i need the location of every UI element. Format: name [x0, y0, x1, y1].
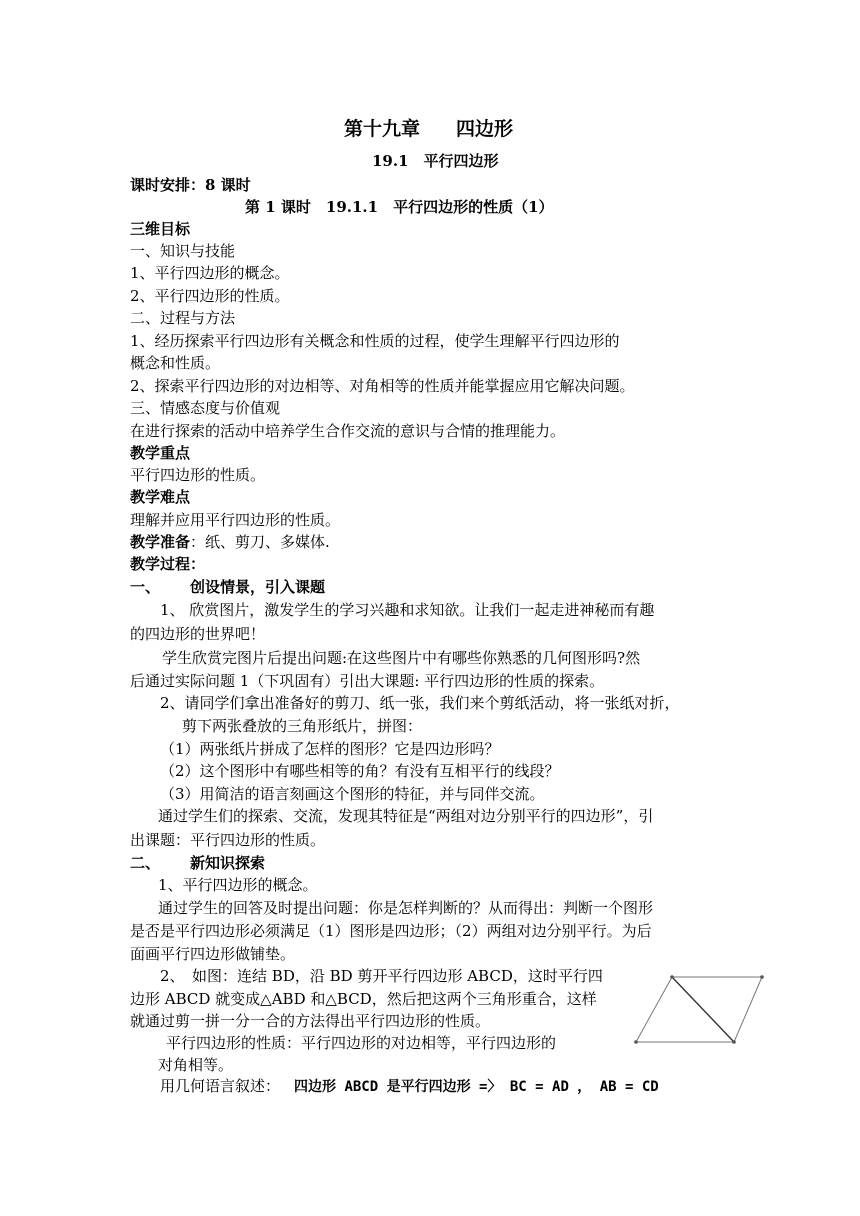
s1-paragraph-1b: 的四边形的世界吧！ — [130, 625, 266, 643]
section-title: 19.1 平行四边形 — [372, 152, 499, 170]
diagonal-bd — [672, 977, 734, 1042]
question-2: （2）这个图形中有哪些相等的角？有没有互相平行的线段？ — [160, 762, 560, 780]
focus-heading: 教学重点 — [130, 444, 191, 462]
question-1: （1）两张纸片拼成了怎样的图形？它是四边形吗？ — [160, 740, 500, 758]
geometric-statement: 四边形 ABCD 是平行四边形 =〉 BC = AD ， AB = CD — [294, 1079, 659, 1095]
vertex-point — [634, 1040, 638, 1044]
goals-heading: 三维目标 — [130, 220, 191, 238]
s2-paragraph-5 — [160, 1076, 659, 1097]
question-3: （3）用简洁的语言刻画这个图形的特征，并与同伴交流。 — [160, 785, 545, 803]
s1-paragraph-1a: 1、 欣赏图片，激发学生的学习兴趣和求知欲。让我们一起走进神秘而有趣 — [160, 601, 655, 619]
attitude-text: 在进行探索的活动中培养学生合作交流的意识与合情的推理能力。 — [130, 422, 566, 440]
process-item-1b: 概念和性质。 — [130, 354, 221, 372]
s2-paragraph-2c: 面画平行四边形做铺垫。 — [130, 945, 296, 963]
s2-paragraph-4b: 对角相等。 — [158, 1056, 234, 1074]
prep-line — [130, 532, 330, 552]
section-1-number: 一、 — [130, 578, 161, 596]
prep-label: 教学准备 — [130, 533, 191, 551]
knowledge-item-2: 2、平行四边形的性质。 — [130, 287, 290, 305]
geometric-language-label: 用几何语言叙述： — [160, 1077, 281, 1095]
s1-paragraph-4a: 通过学生们的探索、交流，发现其特征是“两组对边分别平行的四边形”，引 — [158, 807, 654, 825]
s1-paragraph-4b: 出课题：平行四边形的性质。 — [130, 831, 326, 849]
s2-paragraph-2a: 通过学生的回答及时提出问题：你是怎样判断的？从而得出：判断一个图形 — [158, 899, 654, 917]
knowledge-heading: 一、知识与技能 — [130, 242, 236, 260]
lesson-title: 第 1 课时 19.1.1 平行四边形的性质（1） — [245, 198, 554, 216]
section-2-number: 二、 — [130, 854, 161, 872]
s1-paragraph-2a: 学生欣赏完图片后提出问题:在这些图片中有哪些你熟悉的几何图形吗?然 — [162, 649, 641, 667]
prep-text: ：纸、剪刀、多媒体. — [190, 533, 330, 551]
knowledge-item-1: 1、平行四边形的概念。 — [130, 264, 290, 282]
process-method-heading: 二、过程与方法 — [130, 309, 236, 327]
s2-paragraph-4a: 平行四边形的性质：平行四边形的对边相等，平行四边形的 — [166, 1034, 557, 1052]
s1-paragraph-3b: 剪下两张叠放的三角形纸片，拼图： — [182, 717, 423, 735]
schedule-line: 课时安排：8 课时 — [130, 176, 251, 194]
section-2-title: 新知识探索 — [190, 854, 266, 872]
difficulty-heading: 教学难点 — [130, 488, 191, 506]
s2-paragraph-3c: 就通过剪一拼一分一合的方法得出平行四边形的性质。 — [130, 1012, 491, 1030]
s1-paragraph-3a: 2、请同学们拿出准备好的剪刀、纸一张，我们来个剪纸活动，将一张纸对折， — [160, 694, 680, 712]
parallelogram-figure — [632, 968, 772, 1048]
chapter-title: 四边形 — [456, 118, 514, 140]
process-item-1a: 1、经历探索平行四边形有关概念和性质的过程，使学生理解平行四边形的 — [130, 332, 620, 350]
vertex-point — [760, 975, 764, 979]
s2-paragraph-2b: 是否是平行四边形必须满足（1）图形是四边形；（2）两组对边分别平行。为后 — [130, 922, 652, 940]
section-1-title: 创设情景，引入课题 — [190, 578, 326, 596]
focus-text: 平行四边形的性质。 — [130, 466, 266, 484]
process-heading: 教学过程： — [130, 555, 206, 573]
s2-paragraph-1: 1、平行四边形的概念。 — [158, 876, 318, 894]
vertex-point — [732, 1040, 736, 1044]
s2-paragraph-3b: 边形 ABCD 就变成△ABD 和△BCD，然后把这两个三角形重合，这样 — [130, 990, 597, 1008]
s1-paragraph-2b: 后通过实际问题 1（下巩固有）引出大课题: 平行四边形的性质的探索。 — [130, 672, 605, 690]
parallelogram-abcd — [636, 977, 762, 1042]
attitude-heading: 三、情感态度与价值观 — [130, 399, 281, 417]
process-item-2: 2、探索平行四边形的对边相等、对角相等的性质并能掌握应用它解决问题。 — [130, 377, 635, 395]
difficulty-text: 理解并应用平行四边形的性质。 — [130, 511, 341, 529]
chapter-number: 第十九章 — [344, 118, 421, 140]
s2-paragraph-3a: 2、 如图：连结 BD，沿 BD 剪开平行四边形 ABCD，这时平行四 — [160, 967, 603, 985]
vertex-point — [670, 975, 674, 979]
